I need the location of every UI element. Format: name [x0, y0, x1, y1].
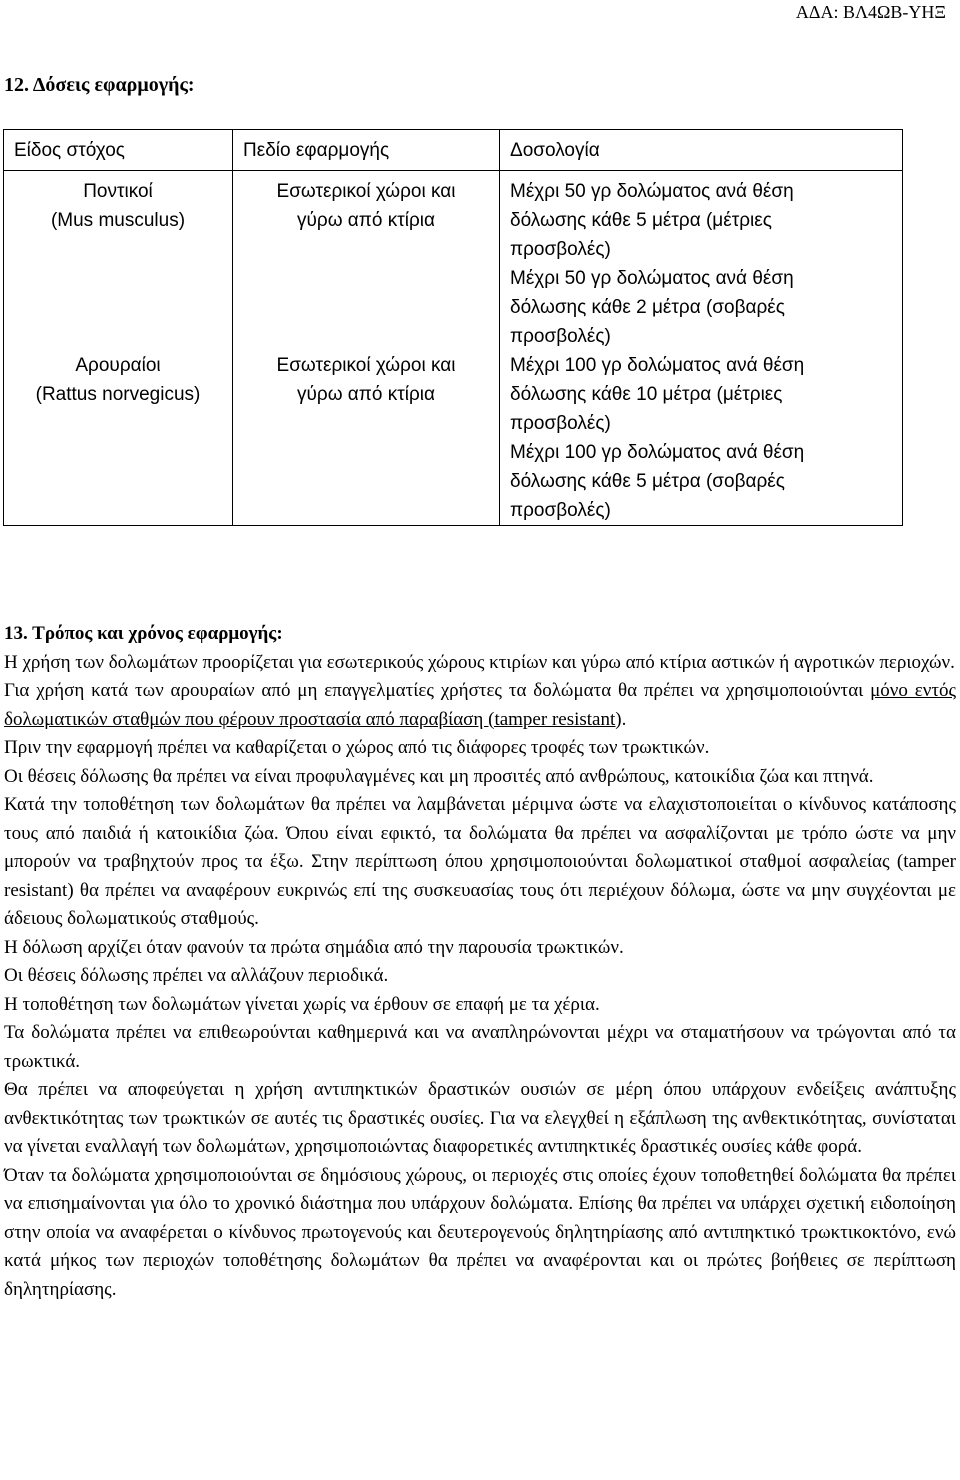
dose-line: προσβολές) — [510, 239, 611, 260]
table-header-row — [4, 130, 903, 171]
paragraph: Η χρήση των δολωμάτων προορίζεται για εσωτερικούς χώρους κτιρίων και γύρω από κτίρια αστικών ή αγροτικών περιοχών. — [4, 651, 955, 673]
paragraph: Θα πρέπει να αποφεύγεται η χρήση αντιπηκτικών δραστικών ουσιών σε μέρη όπου υπάρχουν ενδείξεις ανάπτυξης ανθεκτικότητας των τρωκτικών σε αυτές τις δραστικές ουσίες. Για να ελεγχθεί η εξάπλωση της ανθεκτικότητας, συνίσταται να γίνεται εναλλαγή των δολωμάτων, χρησιμοποιώντας διαφορετικές αντιπηκτικές δραστικές ουσίες κάθε φορά. — [4, 1079, 956, 1157]
table-row — [4, 171, 903, 526]
underlined-text: μόνο εντός δολωματικών σταθμών που φέρουν προστασία από παραβίαση (tamper resistant) — [4, 680, 956, 730]
paragraph: Όταν τα δολώματα χρησιμοποιούνται σε δημόσιους χώρους, οι περιοχές στις οποίες έχουν τοποθετηθεί δολώματα θα πρέπει να επισημαίνονται για όλο το χρονικό διάστημα που υπάρχουν δολώματα. Επίσης θα πρέπει να υπάρχει σχετική ειδοποίηση στην οποία να αναφέρεται ο κίνδυνος πρωτογενούς και δευτερογενούς δηλητηρίασης από αντιπηκτικό τρωκτικοκτόνο, ενώ κατά μήκος των περιοχών τοποθέτησης δολωμάτων θα πρέπει να αναφέρονται και οι πρώτες βοήθειες σε περίπτωση δηλητηρίασης. — [4, 1164, 956, 1300]
paragraph-text: Για χρήση κατά των αρουραίων από μη επαγγελματίες χρήστες τα δολώματα θα πρέπει να χρησιμοποιούνται — [4, 680, 871, 701]
paragraph: Οι θέσεις δόλωσης θα πρέπει να είναι προφυλαγμένες και μη προσιτές από ανθρώπους, κατοικίδια ζώα και πτηνά. — [4, 765, 874, 787]
field-rats-line1: Εσωτερικοί χώροι και — [276, 355, 456, 376]
column-header-target: Είδος στόχος — [4, 130, 233, 171]
paragraph: Κατά την τοποθέτηση των δολωμάτων θα πρέπει να λαμβάνεται μέριμνα ώστε να ελαχιστοποιείται ο κίνδυνος κατάποσης τους από παιδιά ή κατοικίδια ζώα. Όπου είναι εφικτό, τα δολώματα θα πρέπει να ασφαλίζονται με τρόπο ώστε να μην μπορούν να τραβηχτούν προς τα έξω. Στην περίπτωση όπου χρησιμοποιούνται δολωματικοί σταθμοί ασφαλείας (tamper resistant) θα πρέπει να αναφέρουν ευκρινώς επί της συσκευασίας τους ότι περιέχουν δόλωμα, ώστε να μην συγχέονται με άδειους δολωματικούς σταθμούς. — [4, 794, 956, 929]
column-header-field: Πεδίο εφαρμογής — [233, 130, 500, 171]
field-mice-line1: Εσωτερικοί χώροι και — [276, 181, 456, 202]
paragraph: Η δόλωση αρχίζει όταν φανούν τα πρώτα σημάδια από την παρουσία τρωκτικών. — [4, 936, 624, 958]
dose-line: δόλωσης κάθε 2 μέτρα (σοβαρές — [510, 297, 785, 318]
section-13-heading: 13. Τρόπος και χρόνος εφαρμογής: — [4, 623, 283, 644]
section-12-heading: 12. Δόσεις εφαρμογής: — [4, 74, 195, 96]
dose-line: προσβολές) — [510, 326, 611, 347]
dose-line: προσβολές) — [510, 500, 611, 521]
column-header-dosage: Δοσολογία — [500, 130, 903, 171]
dosage-cell — [500, 171, 903, 526]
paragraph: Πριν την εφαρμογή πρέπει να καθαρίζεται ο χώρος από τις διάφορες τροφές των τρωκτικών. — [4, 737, 710, 758]
ada-code: ΑΔΑ: ΒΛ4ΩΒ-ΥΗΞ — [795, 2, 946, 22]
dose-line: Μέχρι 100 γρ δολώματος ανά θέση — [510, 442, 805, 463]
dose-line: Μέχρι 50 γρ δολώματος ανά θέση — [510, 181, 794, 202]
paragraph — [4, 677, 956, 734]
target-rats: Αρουραίοι — [75, 355, 161, 376]
paragraph: Η τοποθέτηση των δολωμάτων γίνεται χωρίς να έρθουν σε επαφή με τα χέρια. — [4, 993, 600, 1015]
paragraph-text: . — [621, 708, 627, 730]
target-rats-latin: (Rattus norvegicus) — [35, 384, 201, 405]
dose-line: προσβολές) — [510, 413, 611, 434]
target-mice-latin: (Mus musculus) — [50, 210, 186, 231]
target-cell — [4, 171, 233, 526]
field-cell — [233, 171, 500, 526]
dose-line: Μέχρι 100 γρ δολώματος ανά θέση — [510, 355, 805, 376]
field-mice-line2: γύρω από κτίρια — [297, 210, 435, 231]
target-mice: Ποντικοί — [83, 181, 153, 202]
section-13-body — [4, 620, 956, 1304]
paragraph: Τα δολώματα πρέπει να επιθεωρούνται καθημερινά και να αναπληρώνονται μέχρι να σταματήσουν να τρώγονται από τα τρωκτικά. — [4, 1022, 956, 1072]
dose-line: δόλωσης κάθε 5 μέτρα (σοβαρές — [510, 471, 785, 492]
dosage-table — [3, 129, 903, 526]
dose-line: δόλωσης κάθε 5 μέτρα (μέτριες — [510, 210, 772, 231]
paragraph: Οι θέσεις δόλωσης πρέπει να αλλάζουν περιοδικά. — [4, 965, 389, 986]
field-rats-line2: γύρω από κτίρια — [297, 384, 435, 405]
dose-line: δόλωσης κάθε 10 μέτρα (μέτριες — [510, 384, 783, 405]
dose-line: Μέχρι 50 γρ δολώματος ανά θέση — [510, 268, 794, 289]
